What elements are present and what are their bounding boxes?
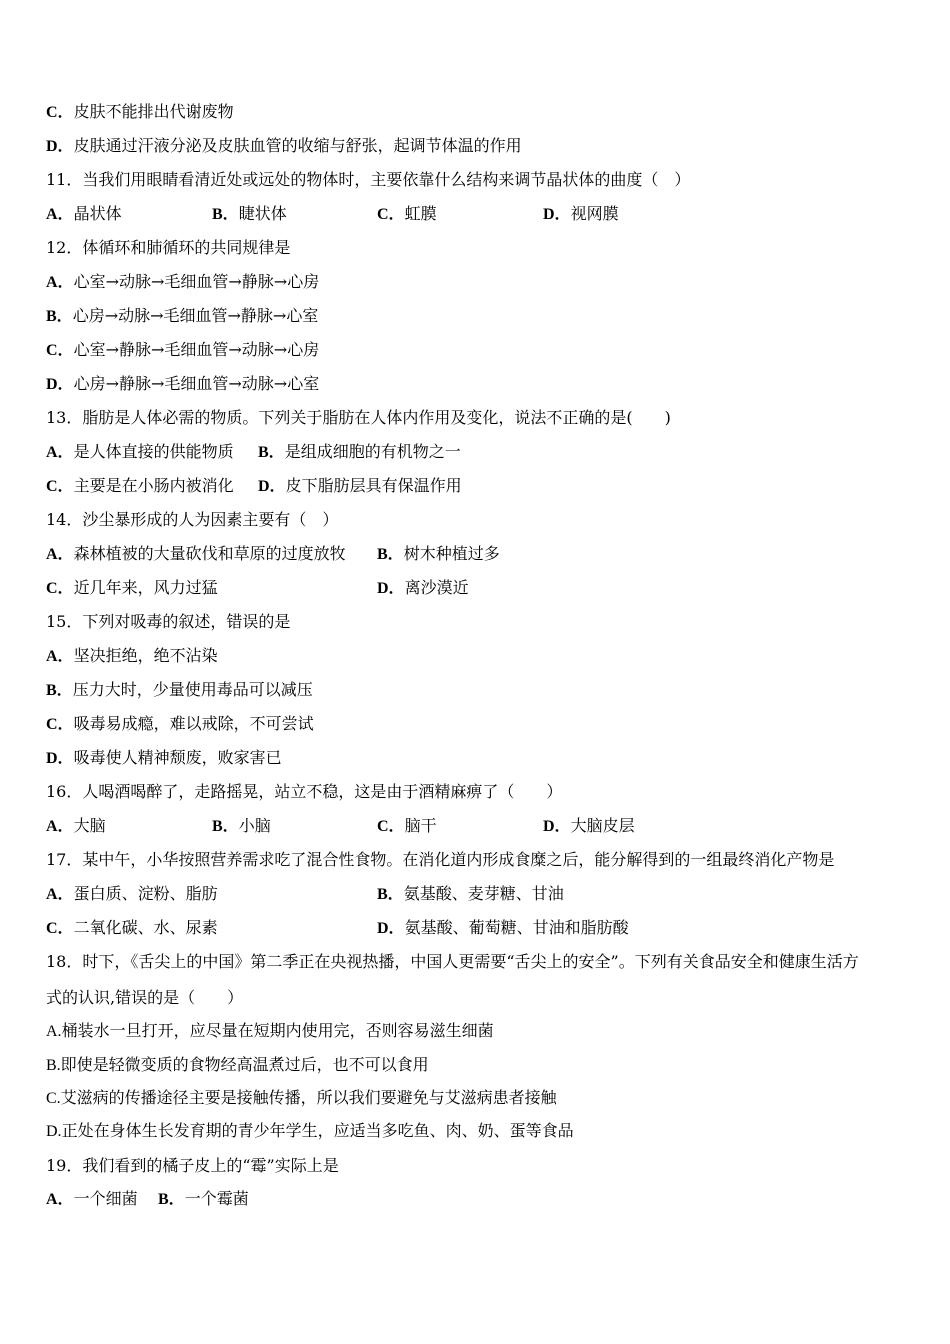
question-18: 18．时下，《舌尖上的中国》第二季正在央视热播，中国人更需要“舌尖上的安全”。下列有关食品安全和健康生活方	[46, 952, 859, 971]
q13-option-a: A．是人体直接的供能物质	[46, 442, 234, 461]
q15-option-c: C．吸毒易成瘾，难以戒除，不可尝试	[46, 714, 314, 733]
q14-option-d: D．离沙漠近	[377, 578, 469, 597]
question-11: 11．当我们用眼睛看清近处或远处的物体时，主要依靠什么结构来调节晶状体的曲度（ ）	[46, 170, 691, 189]
q16-option-c: C．脑干	[377, 816, 437, 835]
question-19: 19．我们看到的橘子皮上的“霉”实际上是	[46, 1156, 339, 1175]
q18-option-a: A.桶装水一旦打开，应尽量在短期内使用完，否则容易滋生细菌	[46, 1023, 494, 1040]
q12-option-a: A．心室→动脉→毛细血管→静脉→心房	[46, 272, 320, 291]
option-c-line: C．皮肤不能排出代谢废物	[46, 102, 234, 121]
q11-option-a: A．晶状体	[46, 204, 122, 223]
q18-option-d: D.正处在身体生长发育期的青少年学生，应适当多吃鱼、肉、奶、蛋等食品	[46, 1123, 574, 1140]
q12-option-b: B．心房→动脉→毛细血管→静脉→心室	[46, 306, 319, 325]
q15-option-a: A．坚决拒绝，绝不沾染	[46, 646, 218, 665]
q14-option-a: A．森林植被的大量砍伐和草原的过度放牧	[46, 544, 346, 563]
question-16: 16．人喝酒喝醉了，走路摇晃，站立不稳，这是由于酒精麻痹了（ ）	[46, 782, 563, 801]
question-14: 14．沙尘暴形成的人为因素主要有（ ）	[46, 510, 339, 529]
q16-option-d: D．大脑皮层	[543, 816, 635, 835]
q18-option-b: B.即使是轻微变质的食物经高温煮过后，也不可以食用	[46, 1057, 429, 1074]
q18-option-c: C.艾滋病的传播途径主要是接触传播，所以我们要避免与艾滋病患者接触	[46, 1090, 557, 1107]
q12-option-d: D．心房→静脉→毛细血管→动脉→心室	[46, 374, 320, 393]
q15-option-d: D．吸毒使人精神颓废，败家害已	[46, 748, 282, 767]
q17-option-a: A．蛋白质、淀粉、脂肪	[46, 884, 218, 903]
q11-option-b: B．睫状体	[212, 204, 287, 223]
q14-option-c: C．近几年来，风力过猛	[46, 578, 218, 597]
q19-option-b: B．一个霉菌	[158, 1189, 249, 1208]
q16-option-a: A．大脑	[46, 816, 106, 835]
q14-option-b: B．树木种植过多	[377, 544, 500, 563]
question-13: 13．脂肪是人体必需的物质。下列关于脂肪在人体内作用及变化，说法不正确的是( )	[46, 408, 671, 427]
question-17: 17．某中午，小华按照营养需求吃了混合性食物。在消化道内形成食糜之后，能分解得到的一组最终消化产物是	[46, 850, 835, 869]
question-12: 12．体循环和肺循环的共同规律是	[46, 238, 291, 257]
q13-option-d: D．皮下脂肪层具有保温作用	[258, 476, 462, 495]
q16-option-b: B．小脑	[212, 816, 271, 835]
q11-option-c: C．虹膜	[377, 204, 437, 223]
q15-option-b: B．压力大时，少量使用毒品可以减压	[46, 680, 313, 699]
q11-option-d: D．视网膜	[543, 204, 619, 223]
question-18-continued: 式的认识,错误的是（ ）	[46, 988, 244, 1007]
option-d-line: D．皮肤通过汗液分泌及皮肤血管的收缩与舒张，起调节体温的作用	[46, 136, 522, 155]
q13-option-b: B．是组成细胞的有机物之一	[258, 442, 461, 461]
q19-option-a: A．一个细菌	[46, 1189, 138, 1208]
q17-option-d: D．氨基酸、葡萄糖、甘油和脂肪酸	[377, 918, 629, 937]
q12-option-c: C．心室→静脉→毛细血管→动脉→心房	[46, 340, 320, 359]
q13-option-c: C．主要是在小肠内被消化	[46, 476, 234, 495]
q17-option-c: C．二氧化碳、水、尿素	[46, 918, 218, 937]
question-15: 15．下列对吸毒的叙述，错误的是	[46, 612, 291, 631]
q17-option-b: B．氨基酸、麦芽糖、甘油	[377, 884, 564, 903]
